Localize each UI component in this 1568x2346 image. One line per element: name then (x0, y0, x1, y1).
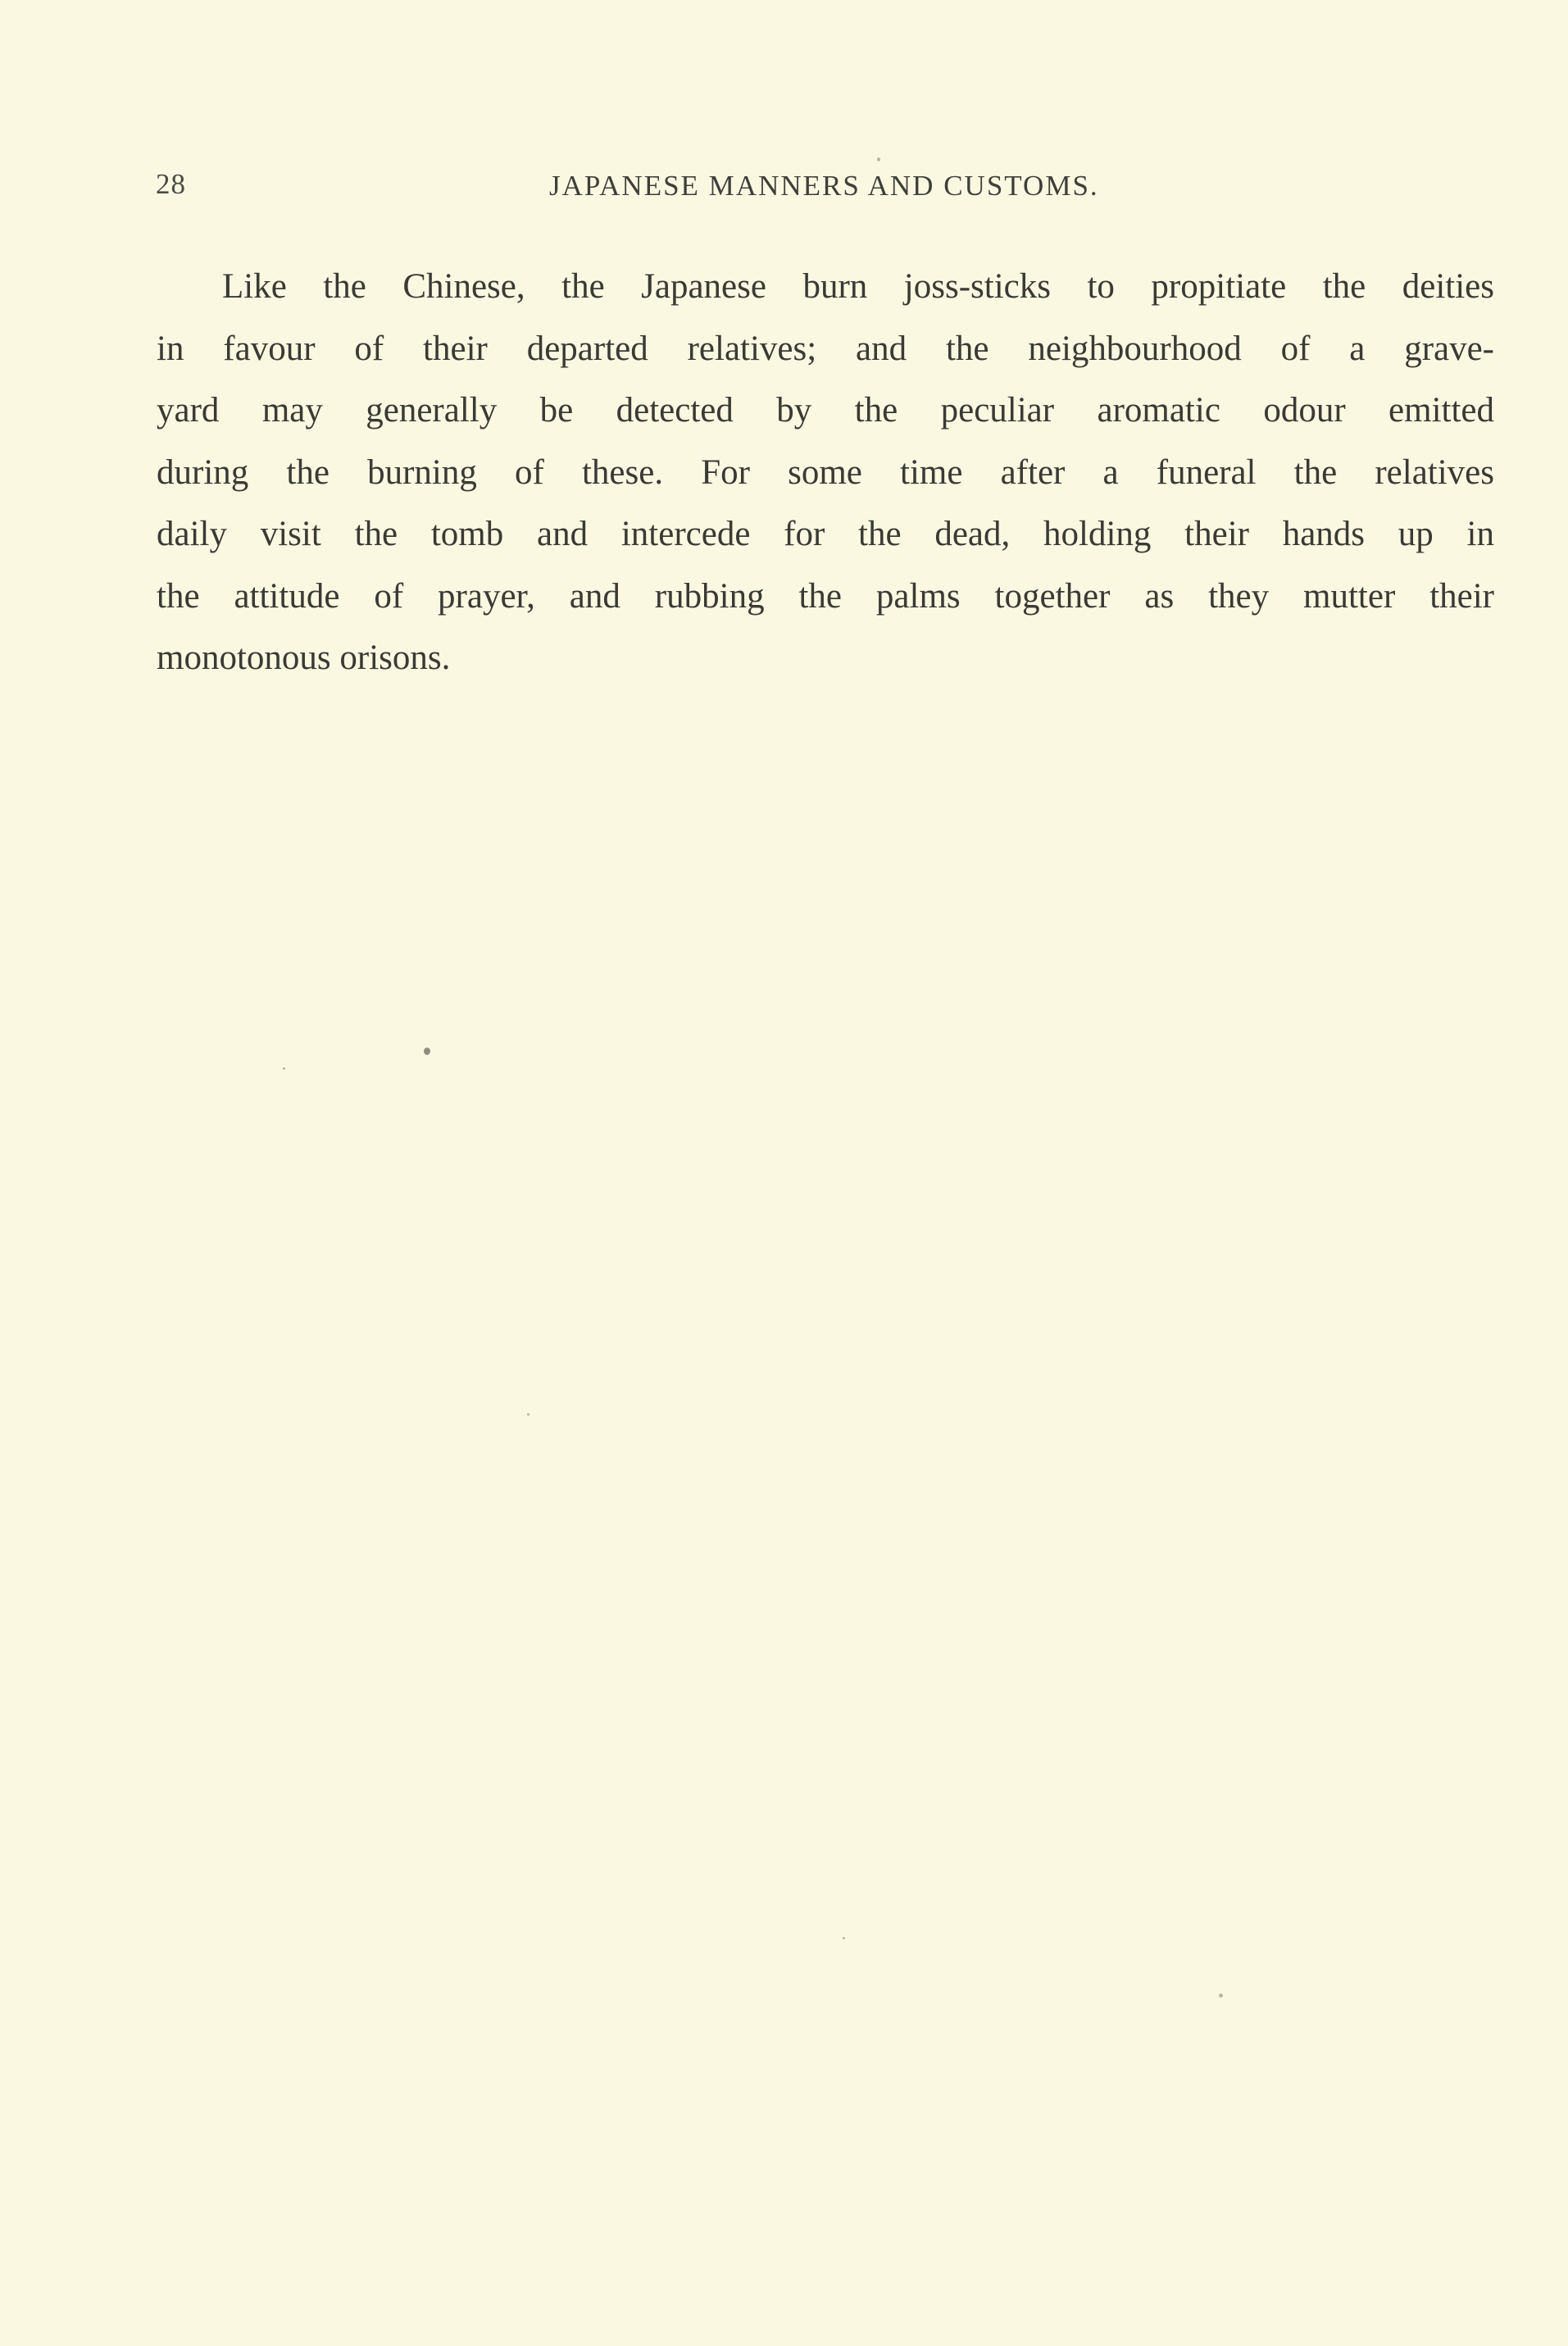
paper-speck (843, 1937, 845, 1939)
running-title: JAPANESE MANNERS AND CUSTOMS. (549, 170, 1099, 202)
text-line: daily visit the tomb and intercede for the dead, holding their hands up in (157, 515, 1494, 553)
text-line: in favour of their departed relatives; and the neighbourhood of a grave- (157, 329, 1494, 368)
text-line: Like the Chinese, the Japanese burn joss-sticks to propitiate the deities (222, 267, 1494, 306)
paper-speck (527, 1413, 529, 1416)
page-number: 28 (156, 168, 186, 200)
text-line: the attitude of prayer, and rubbing the palms together as they mutter their (157, 576, 1494, 616)
body-paragraph (157, 256, 1494, 689)
paper-speck (1219, 1994, 1223, 1998)
paper-speck (283, 1067, 285, 1070)
running-head (156, 168, 1393, 209)
paper-speck (877, 157, 880, 161)
text-line: monotonous orisons. (157, 639, 451, 677)
text-line: yard may generally be detected by the peculiar aromatic odour emitted (157, 391, 1494, 430)
paper-speck (424, 1048, 430, 1055)
text-line: during the burning of these. For some time after a funeral the relatives (157, 452, 1494, 492)
